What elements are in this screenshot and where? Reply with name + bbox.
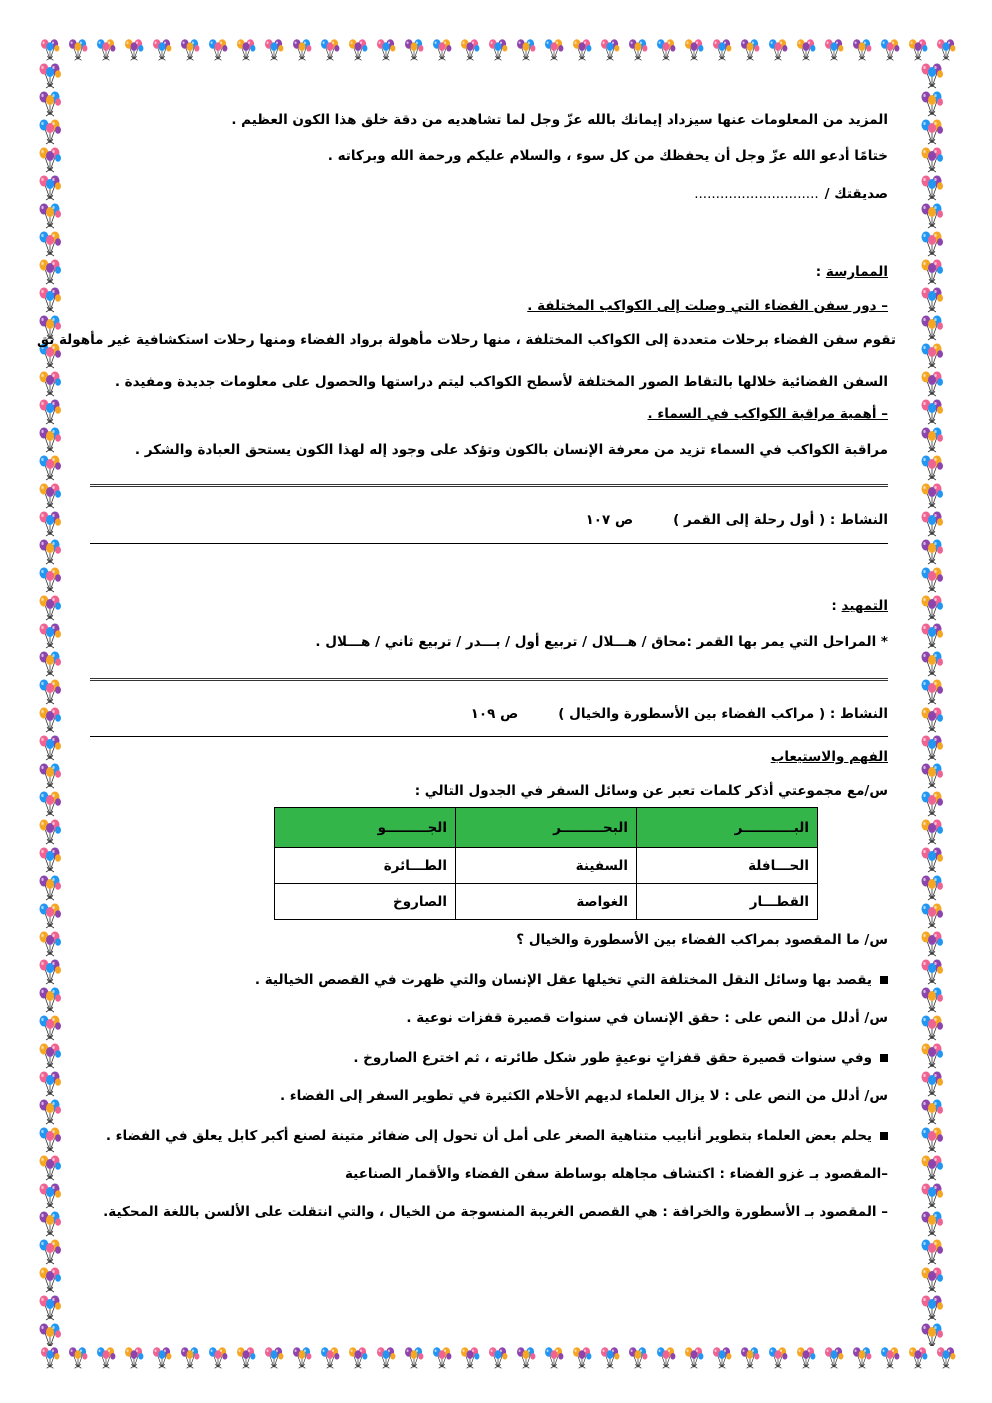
table-header-row: [275, 808, 818, 848]
header-land: البـــــــــــر: [637, 808, 818, 848]
balloon-bunch-icon: [36, 594, 64, 622]
balloon-bunch-icon: [176, 1346, 204, 1370]
balloon-bunch-icon: [36, 790, 64, 818]
table-cell: القطـــار: [637, 884, 818, 920]
practice-item1-title: – دور سفن الفضاء التي وصلت إلى الكواكب المختلفة .: [527, 298, 888, 314]
balloon-bunch-icon: [92, 38, 120, 62]
bottom-balloon-border: [36, 1346, 956, 1370]
answer-2: [90, 970, 888, 990]
balloon-bunch-icon: [260, 1346, 288, 1370]
table-cell: الطـــائرة: [275, 848, 456, 884]
travel-table: [274, 807, 818, 920]
balloon-bunch-icon: [652, 38, 680, 62]
balloon-bunch-icon: [876, 38, 904, 62]
balloon-bunch-icon: [918, 818, 946, 846]
balloon-bunch-icon: [36, 62, 64, 90]
balloon-bunch-icon: [820, 38, 848, 62]
intro-heading-line: [90, 596, 888, 616]
balloon-bunch-icon: [918, 706, 946, 734]
balloon-bunch-icon: [918, 174, 946, 202]
balloon-bunch-icon: [680, 38, 708, 62]
activity-2-page: ص ١٠٩: [470, 706, 519, 722]
balloon-bunch-icon: [792, 38, 820, 62]
activity-1-page: ص ١٠٧: [585, 512, 634, 528]
balloon-bunch-icon: [848, 1346, 876, 1370]
balloon-bunch-icon: [36, 874, 64, 902]
balloon-bunch-icon: [120, 1346, 148, 1370]
signature-label: صديقتك /: [824, 186, 888, 202]
balloon-bunch-icon: [876, 1346, 904, 1370]
practice-item1-line2: السفن الفضائية خلالها بالتقاط الصور المختلفة لأسطح الكواكب ليتم دراستها والحصول على معلومات جديدة ومفيدة .: [114, 374, 888, 390]
balloon-bunch-icon: [344, 1346, 372, 1370]
balloon-bunch-icon: [36, 622, 64, 650]
balloon-bunch-icon: [36, 1042, 64, 1070]
balloon-bunch-icon: [316, 38, 344, 62]
balloon-bunch-icon: [36, 1238, 64, 1266]
balloon-bunch-icon: [764, 1346, 792, 1370]
balloon-bunch-icon: [36, 566, 64, 594]
balloon-bunch-icon: [372, 1346, 400, 1370]
practice-item1-line1: تقوم سفن الفضاء برحلات متعددة إلى الكواكب المختلفة ، منها رحلات مأهولة برواد الفضاء ومنها رحلات استكشافية غير مأهولة تق: [37, 332, 896, 348]
balloon-bunch-icon: [918, 426, 946, 454]
balloon-bunch-icon: [36, 1346, 64, 1370]
balloon-bunch-icon: [148, 1346, 176, 1370]
question-3: س/ أدلل من النص على : حقق الإنسان في سنوات قصيرة قفزات نوعية .: [406, 1010, 888, 1026]
moon-phases: * المراحل التي يمر بها القمر :محاق / هـــلال / تربيع أول / بـــدر / تربيع ثاني / هـــلال .: [315, 634, 888, 650]
question-1: س/مع مجموعتي أذكر كلمات تعبر عن وسائل السفر في الجدول التالي :: [414, 783, 888, 799]
balloon-bunch-icon: [428, 1346, 456, 1370]
balloon-bunch-icon: [568, 38, 596, 62]
activity-1-label: النشاط : ( أول رحلة إلى القمر ): [673, 512, 888, 528]
balloon-bunch-icon: [36, 902, 64, 930]
balloon-bunch-icon: [36, 734, 64, 762]
balloon-bunch-icon: [792, 1346, 820, 1370]
balloon-bunch-icon: [36, 482, 64, 510]
definition-legend: – المقصود بـ الأسطورة والخرافة : هي القصص الغريبة المنسوجة من الخيال ، والتي انتقلت على الألسن باللغة المحكية.: [103, 1204, 888, 1220]
balloon-bunch-icon: [918, 902, 946, 930]
balloon-bunch-icon: [36, 986, 64, 1014]
activity-2-label: النشاط : ( مراكب الفضاء بين الأسطورة والخيال ): [558, 706, 888, 722]
balloon-bunch-icon: [232, 1346, 260, 1370]
balloon-bunch-icon: [36, 90, 64, 118]
balloon-bunch-icon: [260, 38, 288, 62]
question-4: س/ أدلل من النص على : لا يزال العلماء لديهم الأحلام الكثيرة في تطوير السفر إلى الفضاء .: [279, 1088, 888, 1104]
balloon-bunch-icon: [176, 38, 204, 62]
balloon-bunch-icon: [36, 1070, 64, 1098]
balloon-bunch-icon: [848, 38, 876, 62]
balloon-bunch-icon: [36, 1154, 64, 1182]
table-row: [275, 884, 818, 920]
intro-colon: :: [831, 598, 837, 614]
left-balloon-border: [36, 62, 64, 1346]
square-bullet-icon: [880, 976, 888, 984]
header-air: الجـــــــــو: [275, 808, 456, 848]
balloon-bunch-icon: [36, 818, 64, 846]
balloon-bunch-icon: [36, 258, 64, 286]
table-cell: الحـــافلة: [637, 848, 818, 884]
balloon-bunch-icon: [36, 1182, 64, 1210]
balloon-bunch-icon: [316, 1346, 344, 1370]
square-bullet-icon: [880, 1132, 888, 1140]
balloon-bunch-icon: [918, 258, 946, 286]
balloon-bunch-icon: [918, 342, 946, 370]
balloon-bunch-icon: [680, 1346, 708, 1370]
letter-line-2: ختامًا أدعو الله عزّ وجل أن يحفظك من كل سوء ، والسلام عليكم ورحمة الله وبركاته .: [327, 148, 888, 164]
balloon-bunch-icon: [918, 1322, 946, 1346]
balloon-bunch-icon: [64, 38, 92, 62]
balloon-bunch-icon: [36, 286, 64, 314]
balloon-bunch-icon: [918, 90, 946, 118]
balloon-bunch-icon: [148, 38, 176, 62]
balloon-bunch-icon: [708, 1346, 736, 1370]
activity-2: [90, 704, 888, 724]
worksheet-page: [37, 96, 896, 1222]
practice-item2-text: مراقبة الكواكب في السماء تزيد من معرفة الإنسان بالكون وتؤكد على وجود إله لهذا الكون يستحق العبادة والشكر .: [134, 442, 888, 458]
balloon-bunch-icon: [36, 202, 64, 230]
balloon-bunch-icon: [918, 566, 946, 594]
balloon-bunch-icon: [36, 1098, 64, 1126]
balloon-bunch-icon: [918, 650, 946, 678]
balloon-bunch-icon: [36, 958, 64, 986]
balloon-bunch-icon: [288, 38, 316, 62]
balloon-bunch-icon: [624, 38, 652, 62]
practice-item2-title: – أهمية مراقبة الكواكب في السماء .: [647, 406, 888, 422]
balloon-bunch-icon: [918, 1154, 946, 1182]
balloon-bunch-icon: [36, 118, 64, 146]
balloon-bunch-icon: [484, 38, 512, 62]
balloon-bunch-icon: [36, 370, 64, 398]
balloon-bunch-icon: [736, 38, 764, 62]
balloon-bunch-icon: [232, 38, 260, 62]
balloon-bunch-icon: [764, 38, 792, 62]
balloon-bunch-icon: [36, 846, 64, 874]
balloon-bunch-icon: [932, 1346, 956, 1370]
balloon-bunch-icon: [36, 174, 64, 202]
balloon-bunch-icon: [918, 1266, 946, 1294]
balloon-bunch-icon: [918, 454, 946, 482]
balloon-bunch-icon: [92, 1346, 120, 1370]
balloon-bunch-icon: [36, 1294, 64, 1322]
balloon-bunch-icon: [428, 38, 456, 62]
balloon-bunch-icon: [918, 370, 946, 398]
balloon-bunch-icon: [918, 594, 946, 622]
activity-1: [90, 510, 888, 530]
balloon-bunch-icon: [204, 1346, 232, 1370]
intro-heading: التمهيد: [841, 598, 888, 614]
balloon-bunch-icon: [904, 38, 932, 62]
comprehension-heading: الفهم والاستيعاب: [770, 749, 888, 765]
balloon-bunch-icon: [918, 230, 946, 258]
balloon-bunch-icon: [918, 118, 946, 146]
balloon-bunch-icon: [918, 62, 946, 90]
balloon-bunch-icon: [918, 482, 946, 510]
balloon-bunch-icon: [484, 1346, 512, 1370]
signature-dots: .............................: [694, 186, 819, 202]
balloon-bunch-icon: [36, 538, 64, 566]
balloon-bunch-icon: [36, 678, 64, 706]
balloon-bunch-icon: [596, 1346, 624, 1370]
balloon-bunch-icon: [918, 1098, 946, 1126]
header-sea: البحـــــــــر: [456, 808, 637, 848]
balloon-bunch-icon: [36, 398, 64, 426]
balloon-bunch-icon: [820, 1346, 848, 1370]
balloon-bunch-icon: [708, 38, 736, 62]
balloon-bunch-icon: [36, 1126, 64, 1154]
activity-2-rule: [90, 736, 888, 737]
balloon-bunch-icon: [288, 1346, 316, 1370]
balloon-bunch-icon: [400, 1346, 428, 1370]
answer-4-text: يحلم بعض العلماء بتطوير أنابيب متناهية الصغر على أمل أن تحول إلى ضفائر متينة لصنع أكبر كابل يعلق في الفضاء .: [105, 1128, 872, 1144]
letter-line-1: المزيد من المعلومات عنها سيزداد إيمانك بالله عزّ وجل لما تشاهديه من دقة خلق هذا الكون العظيم .: [231, 112, 888, 128]
answer-3-text: وفي سنوات قصيرة حقق قفزاتٍ نوعيةٍ طور شكل طائرته ، ثم اخترع الصاروخ .: [353, 1050, 872, 1066]
balloon-bunch-icon: [204, 38, 232, 62]
balloon-bunch-icon: [36, 650, 64, 678]
balloon-bunch-icon: [36, 146, 64, 174]
balloon-bunch-icon: [36, 510, 64, 538]
activity-1-rule: [90, 543, 888, 544]
balloon-bunch-icon: [36, 1266, 64, 1294]
balloon-bunch-icon: [918, 538, 946, 566]
balloon-bunch-icon: [918, 202, 946, 230]
practice-colon: :: [815, 264, 822, 280]
balloon-bunch-icon: [918, 1210, 946, 1238]
balloon-bunch-icon: [918, 1294, 946, 1322]
balloon-bunch-icon: [918, 846, 946, 874]
table-row: [275, 848, 818, 884]
right-balloon-border: [918, 62, 946, 1346]
signature: [90, 184, 888, 204]
balloon-bunch-icon: [918, 286, 946, 314]
balloon-bunch-icon: [36, 38, 64, 62]
double-separator-2: [90, 678, 888, 681]
balloon-bunch-icon: [540, 1346, 568, 1370]
balloon-bunch-icon: [918, 874, 946, 902]
balloon-bunch-icon: [918, 678, 946, 706]
balloon-bunch-icon: [624, 1346, 652, 1370]
balloon-bunch-icon: [918, 622, 946, 650]
balloon-bunch-icon: [918, 314, 946, 342]
balloon-bunch-icon: [918, 930, 946, 958]
balloon-bunch-icon: [918, 762, 946, 790]
answer-4: [90, 1126, 888, 1146]
balloon-bunch-icon: [36, 1322, 64, 1346]
balloon-bunch-icon: [918, 986, 946, 1014]
balloon-bunch-icon: [918, 734, 946, 762]
balloon-bunch-icon: [36, 426, 64, 454]
balloon-bunch-icon: [918, 1042, 946, 1070]
balloon-bunch-icon: [904, 1346, 932, 1370]
question-2: س/ ما المقصود بمراكب الفضاء بين الأسطورة والخيال ؟: [516, 932, 888, 948]
balloon-bunch-icon: [36, 230, 64, 258]
balloon-bunch-icon: [36, 762, 64, 790]
balloon-bunch-icon: [918, 398, 946, 426]
balloon-bunch-icon: [400, 38, 428, 62]
balloon-bunch-icon: [456, 1346, 484, 1370]
square-bullet-icon: [880, 1054, 888, 1062]
balloon-bunch-icon: [540, 38, 568, 62]
balloon-bunch-icon: [918, 146, 946, 174]
answer-2-text: يقصد بها وسائل النقل المختلفة التي تخيلها عقل الإنسان والتي ظهرت في القصص الخيالية .: [254, 972, 872, 988]
balloon-bunch-icon: [652, 1346, 680, 1370]
balloon-bunch-icon: [64, 1346, 92, 1370]
balloon-bunch-icon: [36, 706, 64, 734]
balloon-bunch-icon: [512, 38, 540, 62]
balloon-bunch-icon: [918, 790, 946, 818]
balloon-bunch-icon: [568, 1346, 596, 1370]
balloon-bunch-icon: [918, 1238, 946, 1266]
top-balloon-border: [36, 38, 956, 62]
balloon-bunch-icon: [596, 38, 624, 62]
practice-heading-line: [90, 262, 888, 282]
balloon-bunch-icon: [344, 38, 372, 62]
table-cell: الغواصة: [456, 884, 637, 920]
balloon-bunch-icon: [918, 1126, 946, 1154]
balloon-bunch-icon: [918, 958, 946, 986]
table-cell: الصاروخ: [275, 884, 456, 920]
answer-3: [90, 1048, 888, 1068]
balloon-bunch-icon: [918, 1182, 946, 1210]
balloon-bunch-icon: [932, 38, 956, 62]
balloon-bunch-icon: [456, 38, 484, 62]
balloon-bunch-icon: [36, 454, 64, 482]
balloon-bunch-icon: [918, 1014, 946, 1042]
practice-heading: الممارسة: [825, 264, 888, 280]
balloon-bunch-icon: [36, 930, 64, 958]
balloon-bunch-icon: [512, 1346, 540, 1370]
balloon-bunch-icon: [36, 1210, 64, 1238]
balloon-bunch-icon: [120, 38, 148, 62]
balloon-bunch-icon: [918, 1070, 946, 1098]
balloon-bunch-icon: [918, 510, 946, 538]
table-cell: السفينة: [456, 848, 637, 884]
double-separator: [90, 484, 888, 487]
balloon-bunch-icon: [372, 38, 400, 62]
balloon-bunch-icon: [36, 1014, 64, 1042]
definition-space-conquest: –المقصود بـ غزو الفضاء : اكتشاف مجاهله بوساطة سفن الفضاء والأقمار الصناعية: [345, 1166, 888, 1182]
balloon-bunch-icon: [736, 1346, 764, 1370]
